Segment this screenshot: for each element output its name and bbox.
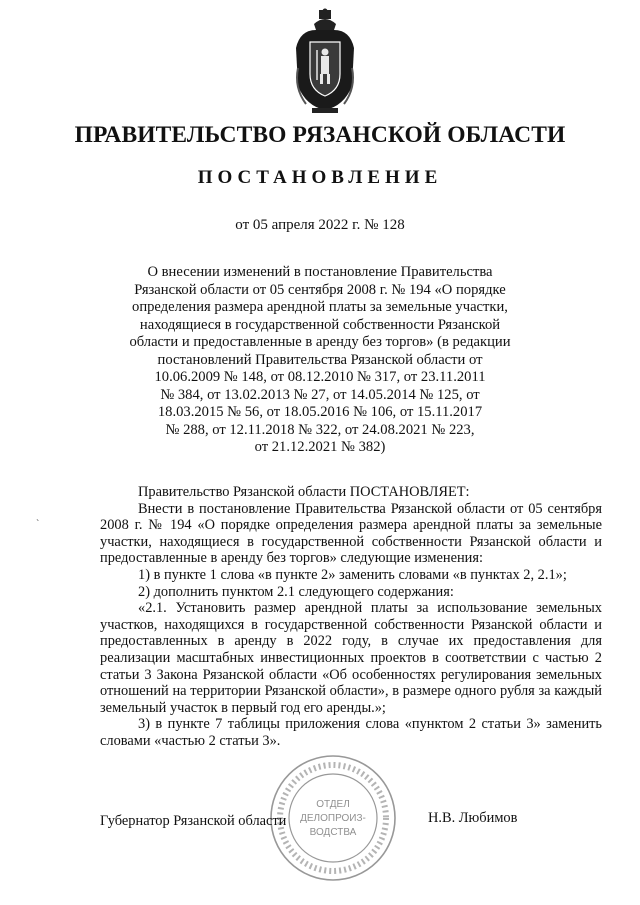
body-paragraph-amendment: Внести в постановление Правительства Рязанской области от 05 сентября 2008 г. № 194 «О порядке определения размера арендной платы за земельные участки, находящиеся в государственной собственности Рязанской области и предоставленные в аренду без торгов» следующие изменения:: [100, 500, 602, 567]
title-line: 18.03.2015 № 56, от 18.05.2016 № 106, от 15.11.2017: [157, 404, 483, 420]
title-line: О внесении изменений в постановление Правительства: [147, 264, 493, 280]
title-line: 10.06.2009 № 148, от 08.12.2010 № 317, от 23.11.2011: [154, 369, 486, 385]
document-type: ПОСТАНОВЛЕНИЕ: [197, 167, 443, 188]
title-line: находящиеся в государственной собственности Рязанской: [139, 316, 501, 333]
title-line: области и предоставленные в аренду без торгов» (в редакции: [129, 334, 511, 350]
body-paragraph-item-3: 3) в пункте 7 таблицы приложения слова «пунктом 2 статьи 3» заменить словами «частью 2 статьи 3».: [100, 716, 602, 749]
title-line: постановлений Правительства Рязанской области от: [157, 351, 483, 368]
title-line: № 384, от 13.02.2013 № 27, от 14.05.2014 № 125, от: [160, 386, 480, 403]
margin-mark: `: [36, 519, 40, 530]
organization-name: ПРАВИТЕЛЬСТВО РЯЗАНСКОЙ ОБЛАСТИ: [74, 122, 566, 148]
title-line: Рязанской области от 05 сентября 2008 г. № 194 «О порядке: [134, 281, 506, 298]
title-line: определения размера арендной платы за земельные участки,: [132, 299, 508, 315]
document-body: [100, 484, 602, 750]
stamp-line-1: ОТДЕЛ: [316, 799, 350, 810]
signature-title: Губернатор Рязанской области: [100, 813, 287, 829]
stamp-line-3: ВОДСТВА: [309, 827, 357, 838]
document-title: [110, 264, 530, 457]
coat-of-arms-emblem: [290, 8, 360, 118]
date-number: от 05 апреля 2022 г. № 128: [235, 217, 405, 233]
stamp-line-2: ДЕЛОПРОИЗ-: [300, 813, 366, 824]
title-line: № 288, от 12.11.2018 № 322, от 24.08.2021 № 223,: [165, 421, 475, 438]
title-line: от 21.12.2021 № 382): [254, 439, 386, 455]
body-paragraph-preamble: Правительство Рязанской области ПОСТАНОВЛЯЕТ:: [138, 484, 470, 500]
signature-name: Н.В. Любимов: [428, 810, 518, 826]
body-paragraph-quote: «2.1. Установить размер арендной платы за использование земельных участков, находящихся в государственной собственности Рязанской области и предоставленных в аренду в 2022 году, в случае их предоставления для реализации масштабных инвестиционных проектов в соответствии с частью 2 статьи 3 Закона Рязанской области «Об особенностях регулирования земельных отношений на территории Рязанской области», в размере одного рубля за каждый земельный участок в первый год его аренды.»;: [100, 600, 602, 716]
body-paragraph-item-2: 2) дополнить пунктом 2.1 следующего содержания:: [138, 583, 454, 600]
body-paragraph-item-1: 1) в пункте 1 слова «в пункте 2» заменить словами «в пунктах 2, 2.1»;: [138, 566, 567, 583]
